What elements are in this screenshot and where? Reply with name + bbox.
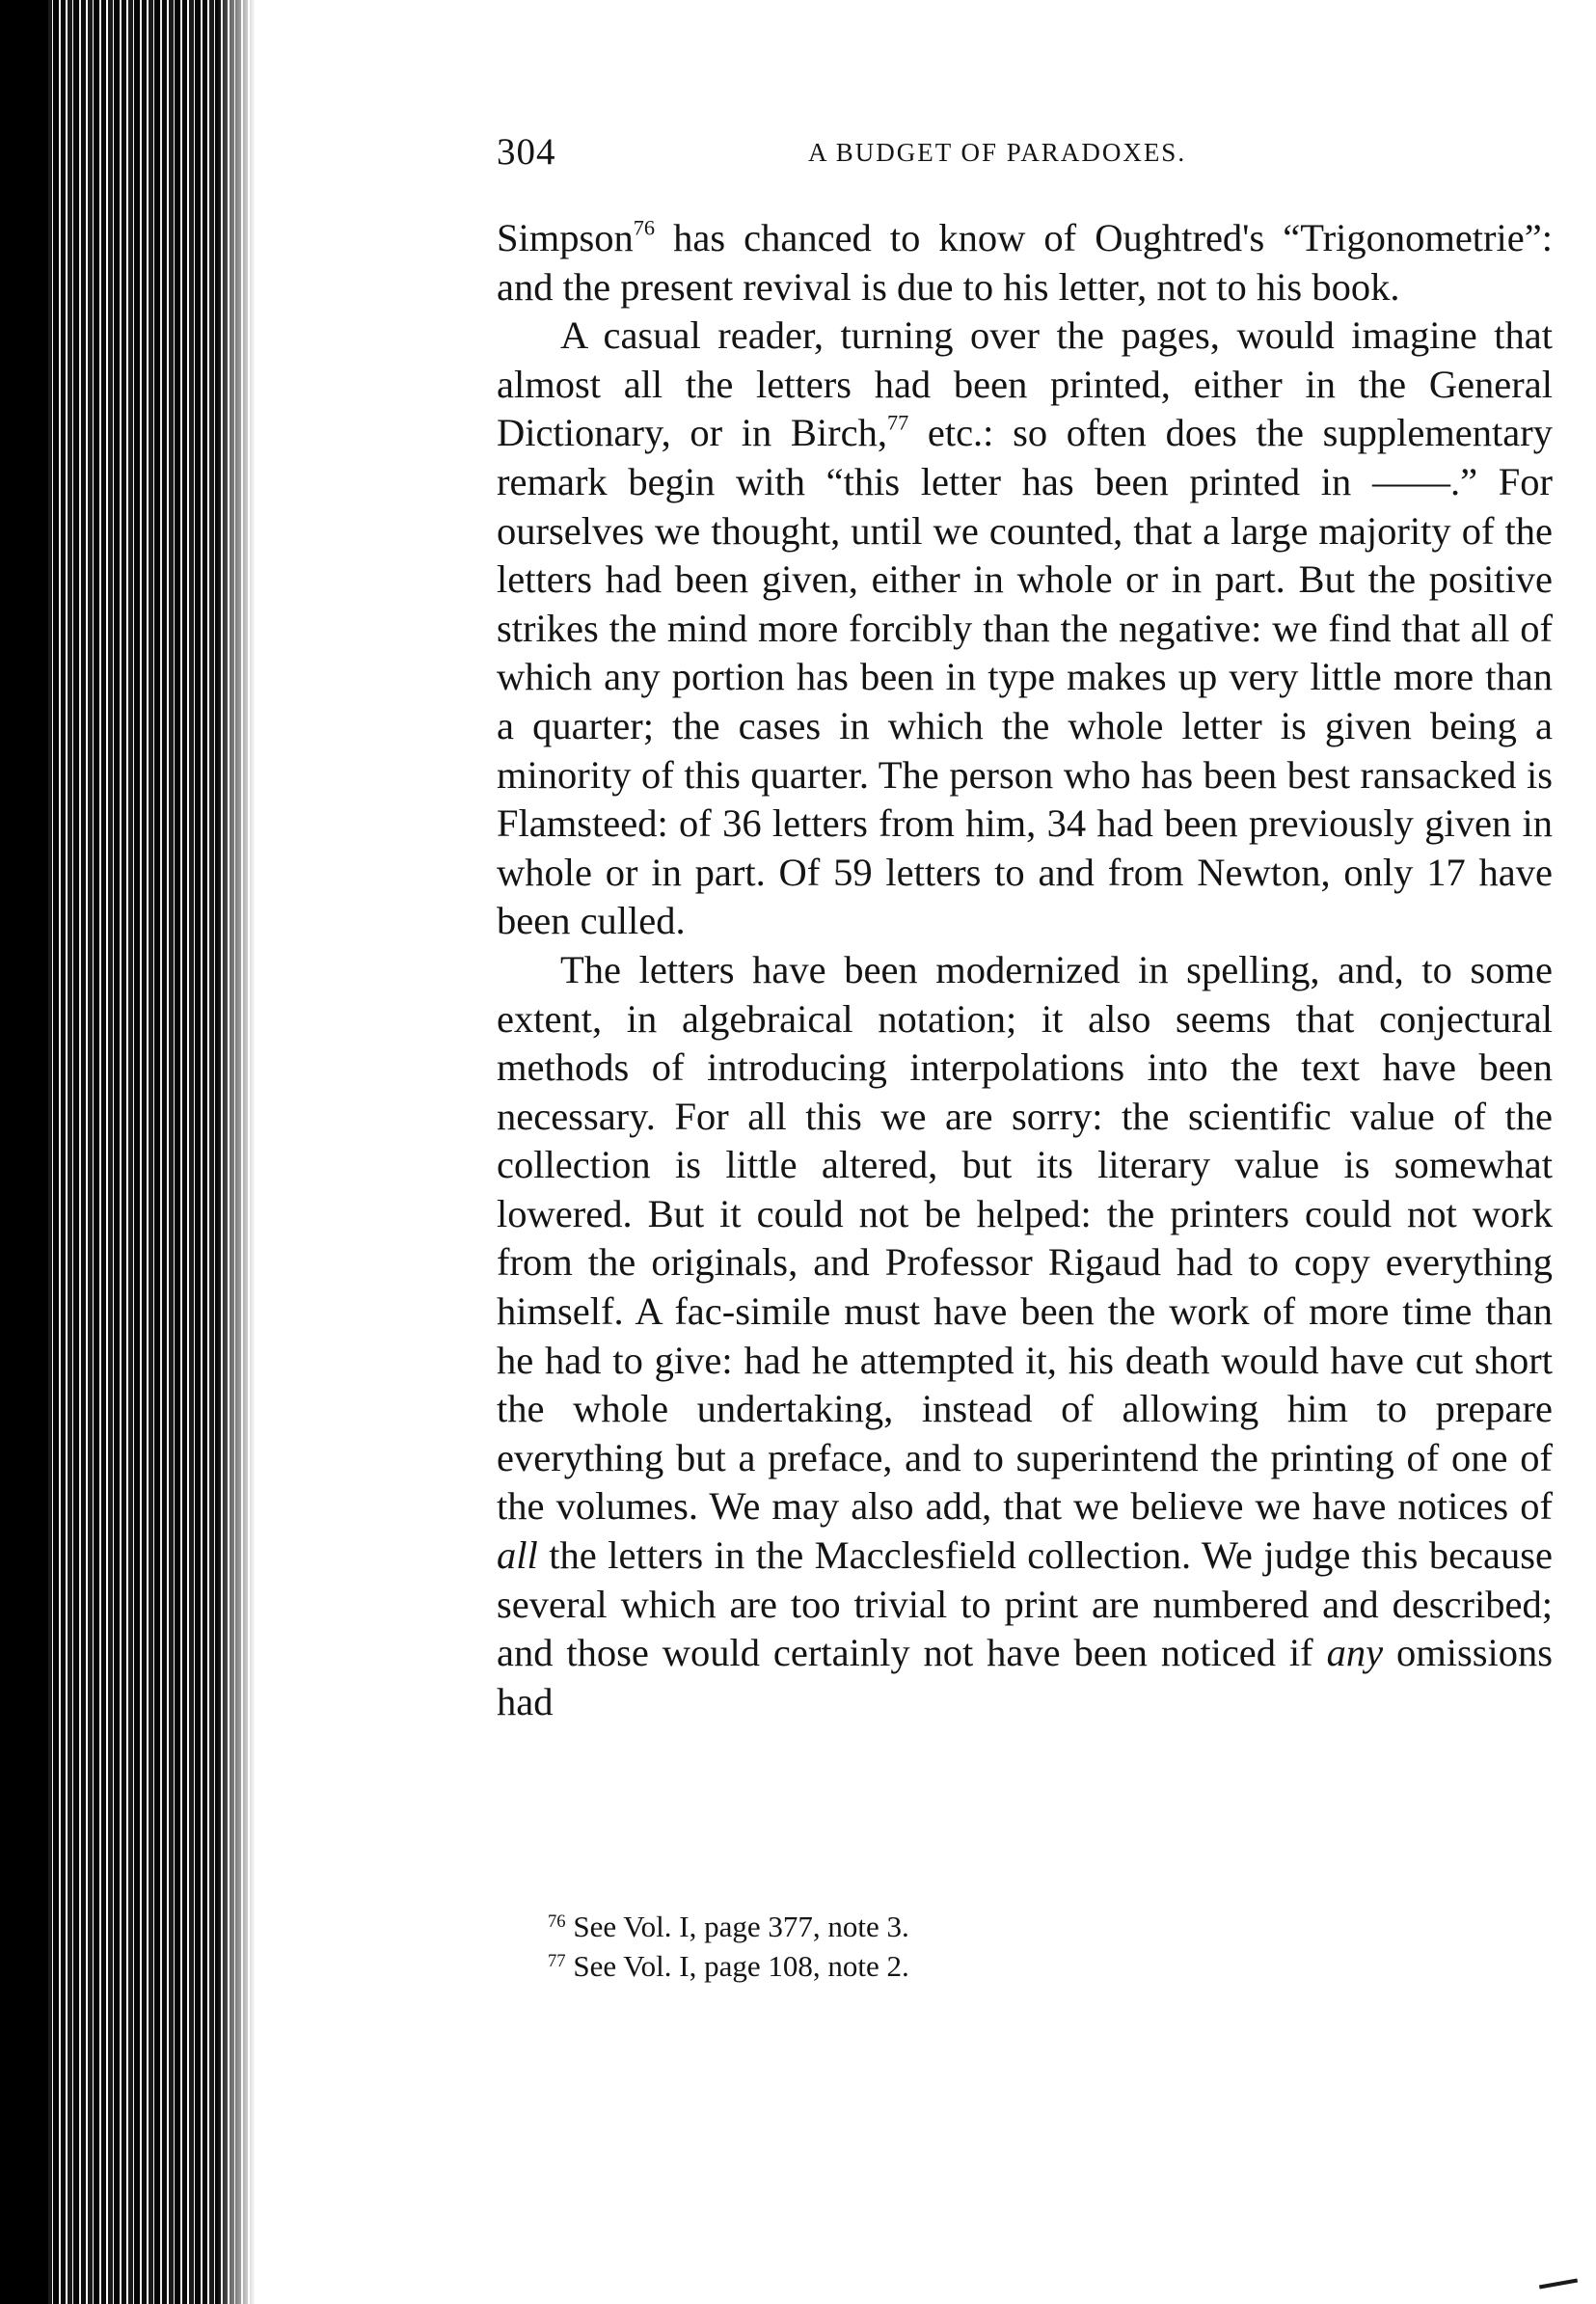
emphasis-all: all (497, 1533, 538, 1578)
text-run: etc.: so often does the supplementary remark begin with “this letter has been printed in ——.” For ourselves we thought, until we counted, that a large majority of the letters had been given, either in whole or in part. But the positive strikes the mind more forcibly than the negative: we find that all of which any portion has been in type makes up very little more than a quarter; the cases in which the whole letter is given being a minority of this quarter. The person who has been best ransacked is Flamsteed: of 36 letters from him, 34 had been previously given in whole or in part. Of 59 letters to and from Newton, only 17 have been culled. (497, 411, 1553, 943)
paragraph-3 (497, 946, 1553, 1727)
text-run: omissions had (497, 1631, 1553, 1723)
body-text (497, 214, 1553, 1726)
book-binding-edge (0, 0, 256, 2304)
footnote-text: See Vol. I, page 108, note 2. (565, 1949, 909, 1983)
text-run: Simpson (497, 216, 634, 259)
footnotes (548, 1907, 1416, 1986)
footnote-text: See Vol. I, page 377, note 3. (565, 1910, 909, 1943)
scan-corner-mark (1539, 2279, 1578, 2290)
running-head: A BUDGET OF PARADOXES. (808, 138, 1187, 167)
footnote-76 (548, 1907, 1416, 1946)
footnote-marker: 77 (548, 1950, 566, 1971)
page-number: 304 (497, 131, 556, 173)
footnote-ref-76: 76 (633, 215, 656, 240)
footnote-marker: 76 (548, 1911, 566, 1932)
text-run: has chanced to know of Oughtred's “Trigonometrie”: and the present revival is due to his letter, not to his book. (497, 216, 1553, 309)
text-run: the letters in the Macclesfield collection. We judge this because several which are too trivial to print are numbered and described; and those would certainly not have been noticed if (497, 1533, 1553, 1675)
footnote-ref-77: 77 (886, 410, 909, 435)
paragraph-2 (497, 312, 1553, 946)
emphasis-any: any (1326, 1631, 1384, 1675)
footnote-77 (548, 1946, 1416, 1986)
text-run: A casual reader, turning over the pages, would imagine that almost all the letters had been printed, either in the General Dictionary, or in Birch, (497, 313, 1553, 455)
paragraph-1 (497, 214, 1553, 312)
text-run: The letters have been modernized in spelling, and, to some extent, in algebraical notation; it also seems that conjectural methods of introducing interpolations into the text have been necessary. For all this we are sorry: the scientific value of the collection is little altered, but its literary value is somewhat lowered. But it could not be helped: the printers could not work from the originals, and Professor Rigaud had to copy everything himself. A fac-simile must have been the work of more time than he had to give: had he attempted it, his death would have cut short the whole undertaking, instead of allowing him to prepare everything but a preface, and to superintend the printing of one of the volumes. We may also add, that we believe we have notices of (497, 947, 1553, 1529)
